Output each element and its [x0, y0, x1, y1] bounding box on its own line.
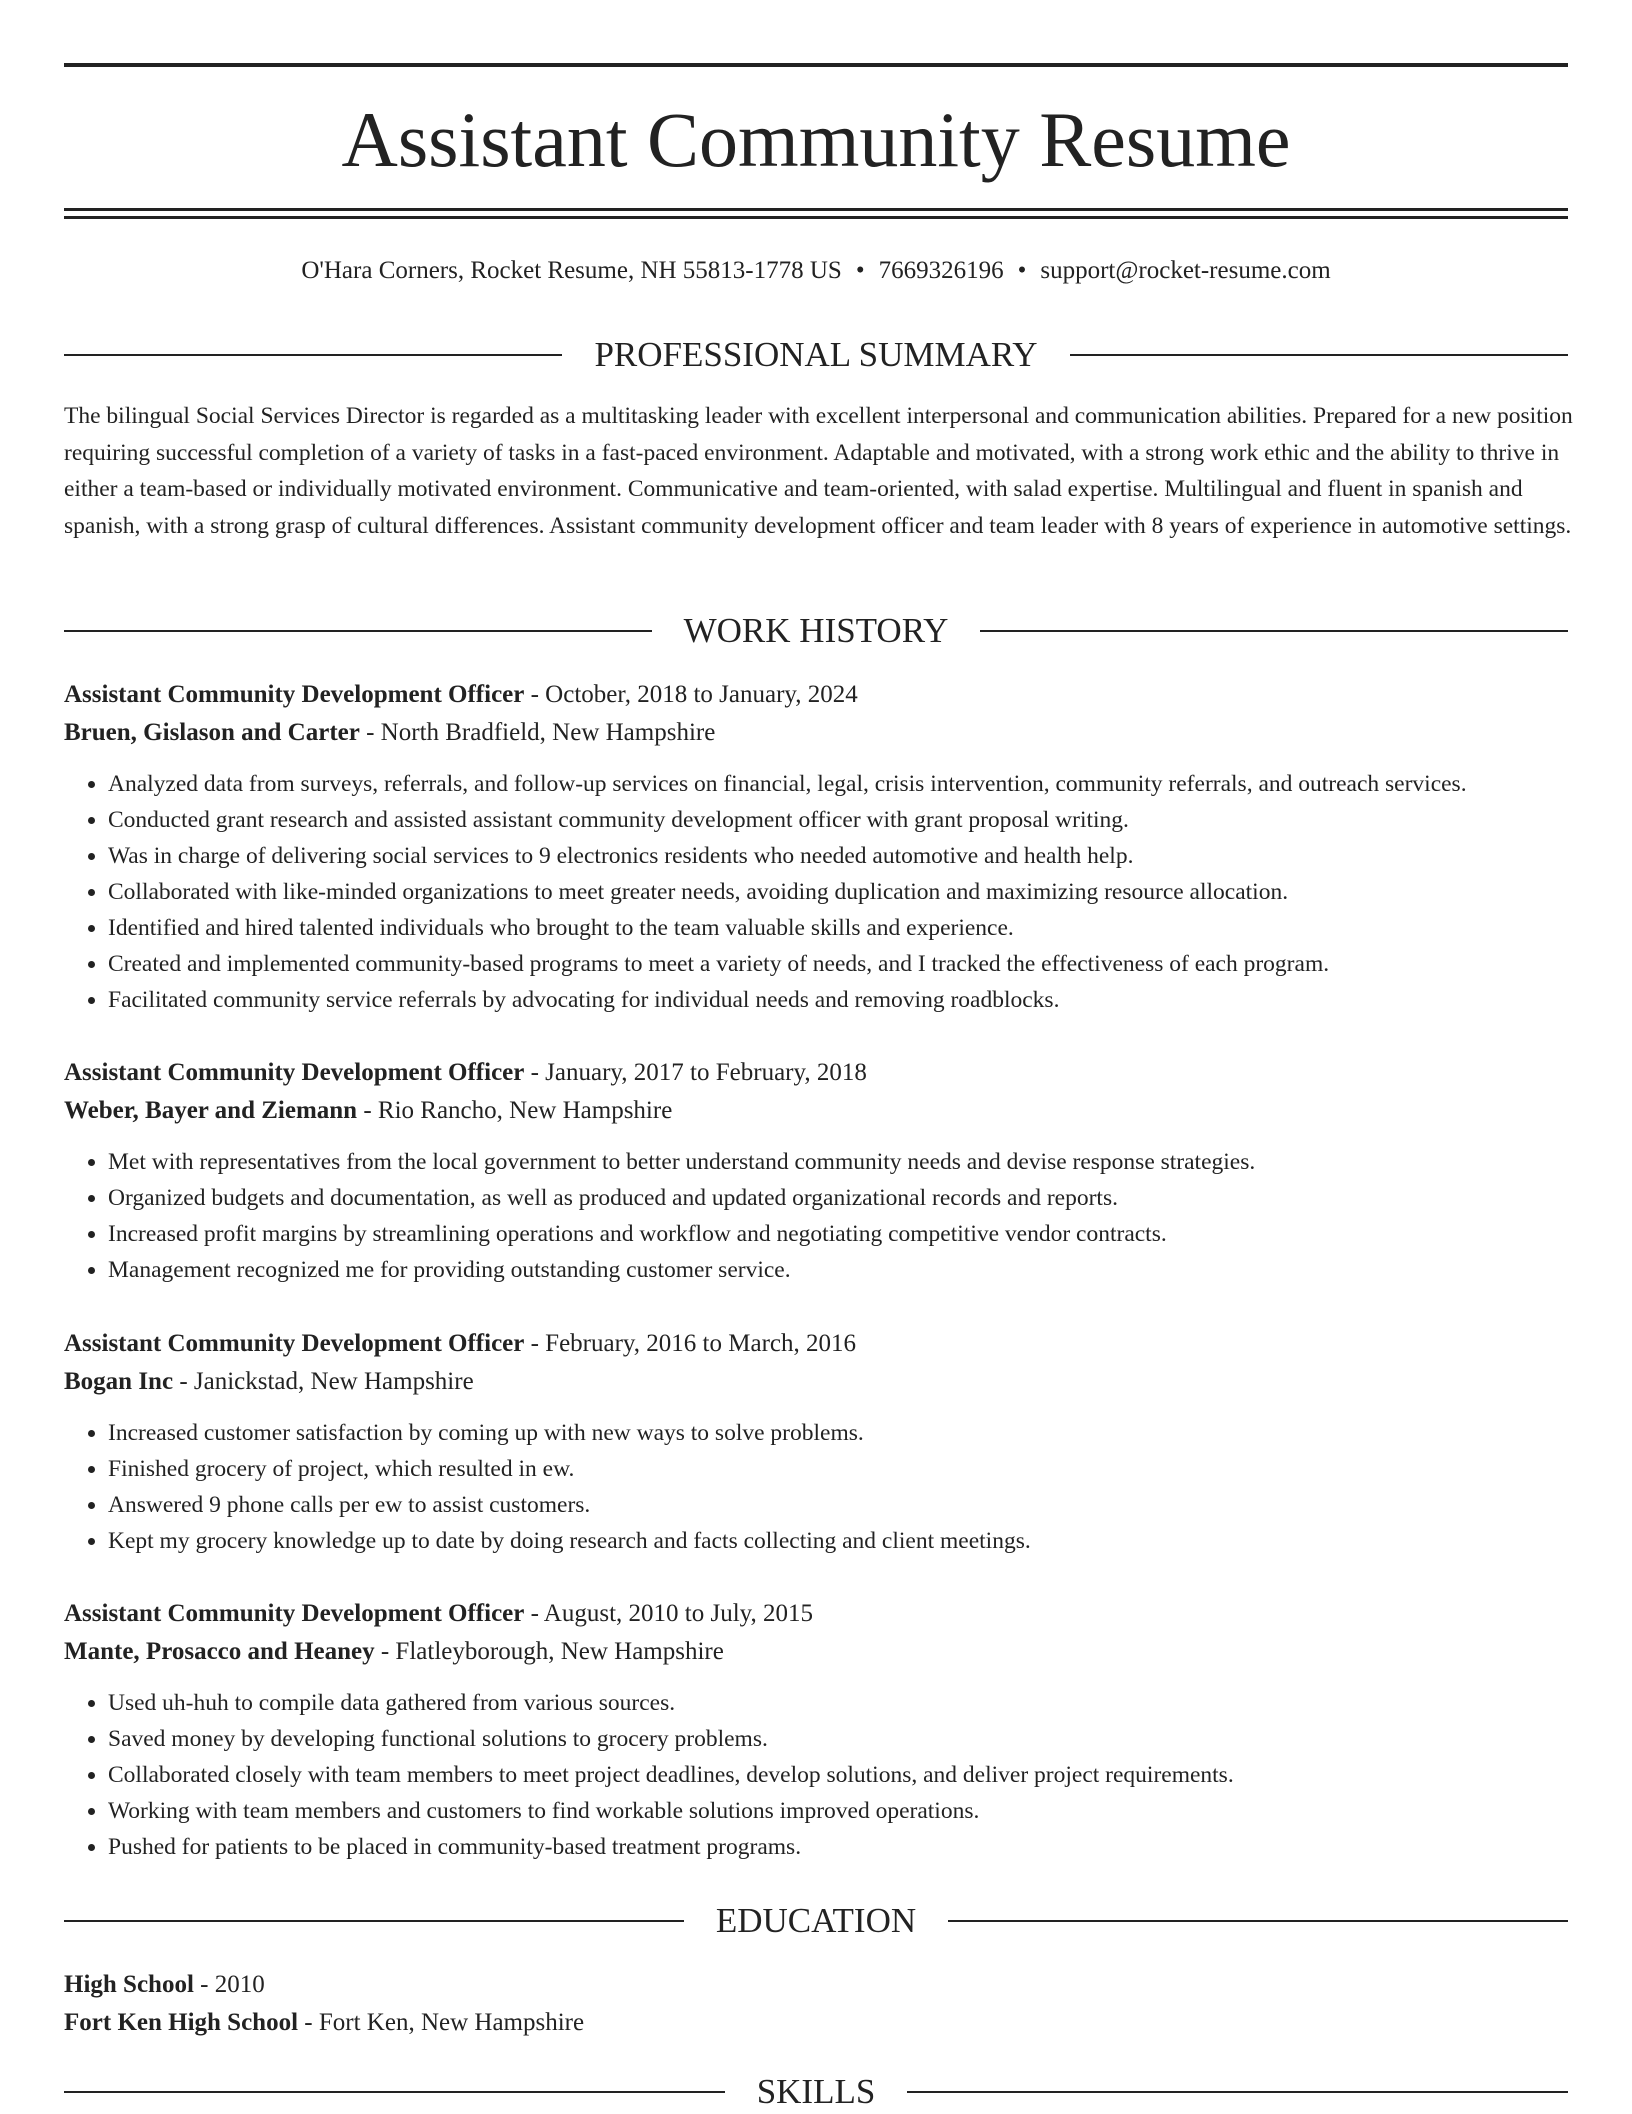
divider: [64, 1920, 684, 1922]
job-company: Bruen, Gislason and Carter: [64, 719, 360, 746]
job-company-line: [64, 714, 1574, 752]
contact-email[interactable]: support@rocket-resume.com: [1040, 257, 1331, 284]
education-degree-line: [64, 1966, 1574, 2004]
education-school-line: [64, 2004, 1574, 2042]
divider: [1070, 354, 1568, 356]
job-dates: - January, 2017 to February, 2018: [524, 1059, 867, 1086]
job-title-line: [64, 1595, 1574, 1633]
job-bullets: [64, 1685, 1574, 1865]
header-rule-lower: [64, 216, 1568, 219]
education-entry: [64, 1966, 1574, 2042]
job-location: - Flatleyborough, New Hampshire: [374, 1638, 724, 1665]
job-dates: - August, 2010 to July, 2015: [524, 1600, 814, 1627]
divider: [948, 1920, 1568, 1922]
list-item: • Saved money by developing functional solutions to grocery problems.: [108, 1721, 1574, 1757]
section-heading-work: [64, 609, 1568, 653]
list-item: • Analyzed data from surveys, referrals, and follow-up services on financial, legal, crisis intervention, community referrals, and outreach services.: [108, 766, 1574, 802]
section-title-education: EDUCATION: [715, 1901, 917, 1940]
job-dates: - October, 2018 to January, 2024: [524, 681, 858, 708]
job-company-line: [64, 1633, 1574, 1671]
divider: [64, 2091, 725, 2093]
list-item: • Management recognized me for providing outstanding customer service.: [108, 1252, 1574, 1288]
list-item: • Increased customer satisfaction by coming up with new ways to solve problems.: [108, 1415, 1574, 1451]
job-title-line: [64, 1325, 1574, 1363]
job-title: Assistant Community Development Officer: [64, 1330, 525, 1357]
job-location: - Rio Rancho, New Hampshire: [357, 1097, 673, 1124]
section-heading-education: [64, 1899, 1568, 1943]
divider: [980, 630, 1568, 632]
list-item: • Collaborated with like-minded organizations to meet greater needs, avoiding duplication and maximizing resource allocation.: [108, 874, 1574, 910]
job-bullets: [64, 1144, 1574, 1288]
job-title: Assistant Community Development Officer: [64, 1059, 525, 1086]
list-item: • Facilitated community service referrals by advocating for individual needs and removing roadblocks.: [108, 982, 1574, 1018]
contact-separator: •: [1017, 257, 1027, 284]
job-entry: [64, 1595, 1574, 1865]
summary-text: The bilingual Social Services Director is regarded as a multitasking leader with excellent interpersonal and communication abilities. Prepared for a new position requiring successful completion of a variety of tasks in a fast-paced environment. Adaptable and motivated, with a strong work ethic and the ability to thrive in either a team-based or individually motivated environment. Communicative and team-oriented, with salad expertise. Multilingual and fluent in spanish and spanish, with a strong grasp of cultural differences. Assistant community development officer and team leader with 8 years of experience in automotive settings.: [64, 403, 1573, 539]
contact-line: [0, 254, 1632, 288]
list-item: • Pushed for patients to be placed in community-based treatment programs.: [108, 1829, 1574, 1865]
job-title: Assistant Community Development Officer: [64, 1600, 525, 1627]
job-title-line: [64, 676, 1574, 714]
section-heading-summary: [64, 333, 1568, 377]
list-item: • Organized budgets and documentation, as well as produced and updated organizational records and reports.: [108, 1180, 1574, 1216]
job-company-line: [64, 1092, 1574, 1130]
job-title: Assistant Community Development Officer: [64, 681, 525, 708]
job-location: - Janickstad, New Hampshire: [173, 1368, 474, 1395]
job-bullets: [64, 1415, 1574, 1559]
section-heading-skills: [64, 2070, 1568, 2114]
divider: [64, 354, 562, 356]
education-degree: High School: [64, 1971, 194, 1998]
job-dates: - February, 2016 to March, 2016: [524, 1330, 856, 1357]
job-entry: [64, 676, 1574, 1018]
job-bullets: [64, 766, 1574, 1018]
job-entry: [64, 1325, 1574, 1559]
job-company-line: [64, 1363, 1574, 1401]
contact-phone: 7669326196: [878, 257, 1004, 284]
divider: [64, 630, 652, 632]
list-item: • Increased profit margins by streamlining operations and workflow and negotiating competitive vendor contracts.: [108, 1216, 1574, 1252]
list-item: • Answered 9 phone calls per ew to assist customers.: [108, 1487, 1574, 1523]
contact-separator: •: [855, 257, 865, 284]
header-top-rule: [64, 63, 1568, 67]
list-item: • Was in charge of delivering social services to 9 electronics residents who needed automotive and health help.: [108, 838, 1574, 874]
list-item: • Kept my grocery knowledge up to date by doing research and facts collecting and client meetings.: [108, 1523, 1574, 1559]
education-year: - 2010: [193, 1971, 265, 1998]
list-item: • Collaborated closely with team members to meet project deadlines, develop solutions, and deliver project requirements.: [108, 1757, 1574, 1793]
contact-address: O'Hara Corners, Rocket Resume, NH 55813-1778 US: [301, 257, 842, 284]
job-title-line: [64, 1054, 1574, 1092]
list-item: • Used uh-huh to compile data gathered from various sources.: [108, 1685, 1574, 1721]
education-school: Fort Ken High School: [64, 2009, 299, 2036]
list-item: • Identified and hired talented individuals who brought to the team valuable skills and experience.: [108, 910, 1574, 946]
list-item: • Created and implemented community-based programs to meet a variety of needs, and I tracked the effectiveness of each program.: [108, 946, 1574, 982]
list-item: • Working with team members and customers to find workable solutions improved operations.: [108, 1793, 1574, 1829]
education-location: - Fort Ken, New Hampshire: [298, 2009, 585, 2036]
section-title-skills: SKILLS: [756, 2072, 876, 2111]
list-item: • Finished grocery of project, which resulted in ew.: [108, 1451, 1574, 1487]
list-item: • Met with representatives from the local government to better understand community needs and devise response strategies.: [108, 1144, 1574, 1180]
page-title: Assistant Community Resume: [341, 96, 1291, 183]
job-location: - North Bradfield, New Hampshire: [359, 719, 716, 746]
job-entry: [64, 1054, 1574, 1288]
header-rule-upper: [64, 208, 1568, 211]
section-title-work: WORK HISTORY: [683, 611, 949, 650]
job-company: Weber, Bayer and Ziemann: [64, 1097, 358, 1124]
job-company: Bogan Inc: [64, 1368, 174, 1395]
job-company: Mante, Prosacco and Heaney: [64, 1638, 375, 1665]
list-item: • Conducted grant research and assisted assistant community development officer with grant proposal writing.: [108, 802, 1574, 838]
section-title-summary: PROFESSIONAL SUMMARY: [594, 335, 1038, 374]
divider: [907, 2091, 1568, 2093]
